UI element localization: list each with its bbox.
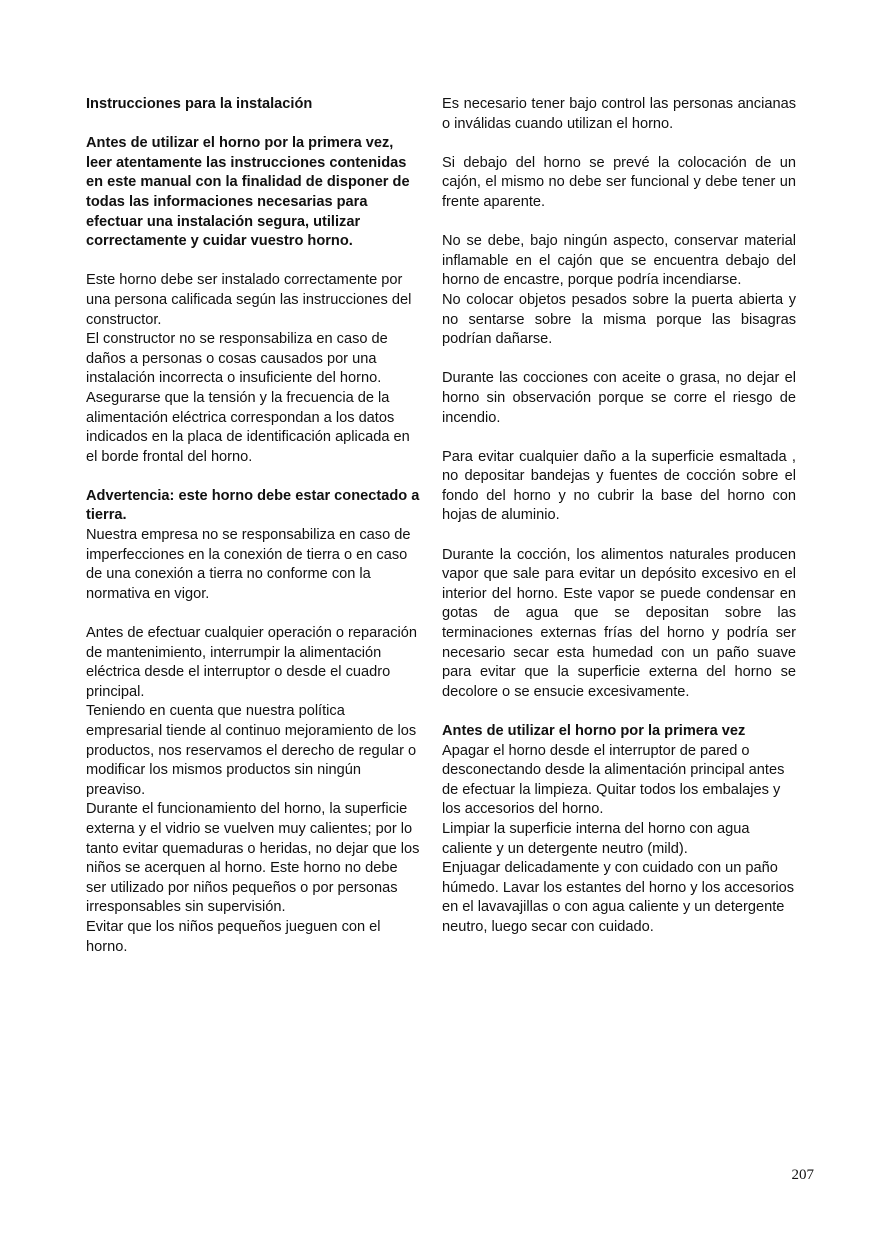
left-column (86, 95, 420, 977)
section-title: Instrucciones para la instalación (86, 96, 313, 112)
paragraph: Antes de efectuar cualquier operación o reparación de mantenimiento, interrumpir la alimentación eléctrica desde el interruptor o desde el cuadro principal. (86, 625, 418, 700)
section-block (442, 154, 796, 213)
section-block (442, 369, 796, 428)
paragraph: Para evitar cualquier daño a la superficie esmaltada , no depositar bandejas y fuentes de cocción sobre el fondo del horno y no cubrir la base del horno con hojas de aluminio. (442, 448, 796, 524)
paragraph: Durante la cocción, los alimentos naturales producen vapor que sale para evitar un depósito excesivo en el interior del horno. Este vapor se puede condensar en gotas de agua que se depositan sobre las terminaciones externas frías del horno y podría ser necesario secar esta humedad con un paño suave para evitar que la superficie externa del horno se decolore o se ensucie excesivamente. (442, 546, 796, 700)
section-block (442, 546, 796, 703)
paragraph: Durante las cocciones con aceite o grasa, no dejar el horno sin observación porque se corre el riesgo de incendio. (442, 370, 796, 426)
paragraph: Asegurarse que la tensión y la frecuencia de la alimentación eléctrica correspondan a los datos indicados en la placa de identificación aplicada en el borde frontal del horno. (86, 389, 410, 465)
paragraph: No se debe, bajo ningún aspecto, conservar material inflamable en el cajón que se encuentra debajo del horno de encastre, porque podría incendiarse. (442, 233, 796, 289)
paragraph: Si debajo del horno se prevé la colocación de un cajón, el mismo no debe ser funcional y debe tener un frente aparente. (442, 154, 796, 210)
paragraph: Limpiar la superficie interna del horno con agua caliente y un detergente neutro (mild). (442, 820, 750, 857)
paragraph: Enjuagar delicadamente y con cuidado con un paño húmedo. Lavar los estantes del horno y los accesorios en el lavavajillas o con agua caliente y un detergente neutro, luego secar con cuidado. (442, 860, 795, 935)
paragraph: No colocar objetos pesados sobre la puerta abierta y no sentarse sobre la misma porque las bisagras podrían dañarse. (442, 291, 796, 348)
first-use-heading: Antes de utilizar el horno por la primera vez (442, 723, 746, 739)
paragraph: Apagar el horno desde el interruptor de pared o desconectando desde la alimentación principal antes de efectuar la limpieza. Quitar todos los embalajes y los accesorios del horno. (442, 742, 785, 818)
section-block (86, 271, 420, 467)
paragraph: Nuestra empresa no se responsabiliza en caso de imperfecciones en la conexión de tierra o en caso de una conexión a tierra no conforme con la normativa en vigor. (86, 527, 411, 602)
paragraph: Durante el funcionamiento del horno, la superficie externa y el vidrio se vuelven muy calientes; por lo tanto evitar quemaduras o heridas, no dejar que los niños se acerquen al horno. Este horno no debe ser utilizado por niños pequeños o por personas irresponsables sin supervisión. (86, 801, 420, 916)
paragraph: El constructor no se responsabiliza en caso de daños a personas o cosas causados por una instalación incorrecta o insuficiente del horno. (86, 331, 388, 387)
section-block (442, 232, 796, 350)
section-block (86, 624, 420, 957)
section-block (442, 448, 796, 526)
section-block (86, 95, 420, 115)
section-block (86, 134, 420, 252)
section-block (442, 722, 796, 938)
section-block (86, 487, 420, 605)
right-column (442, 95, 796, 957)
warning-heading: Advertencia: este horno debe estar conectado a tierra. (86, 487, 420, 524)
intro-paragraph: Antes de utilizar el horno por la primera vez, leer atentamente las instrucciones contenidas en este manual con la finalidad de disponer de todas las informaciones necesarias para efectuar una instalación segura, utilizar correctamente y cuidar vuestro horno. (86, 135, 410, 250)
page-number: 207 (791, 1167, 814, 1183)
paragraph: Evitar que los niños pequeños jueguen con el horno. (86, 918, 381, 955)
paragraph: Este horno debe ser instalado correctamente por una persona calificada según las instrucciones del constructor. (86, 272, 412, 328)
section-block (442, 95, 796, 134)
paragraph: Es necesario tener bajo control las personas ancianas o inválidas cuando utilizan el horno. (442, 96, 796, 132)
paragraph: Teniendo en cuenta que nuestra política empresarial tiende al continuo mejoramiento de los productos, nos reservamos el derecho de regular o modificar los mismos productos sin ningún preaviso. (86, 703, 417, 798)
